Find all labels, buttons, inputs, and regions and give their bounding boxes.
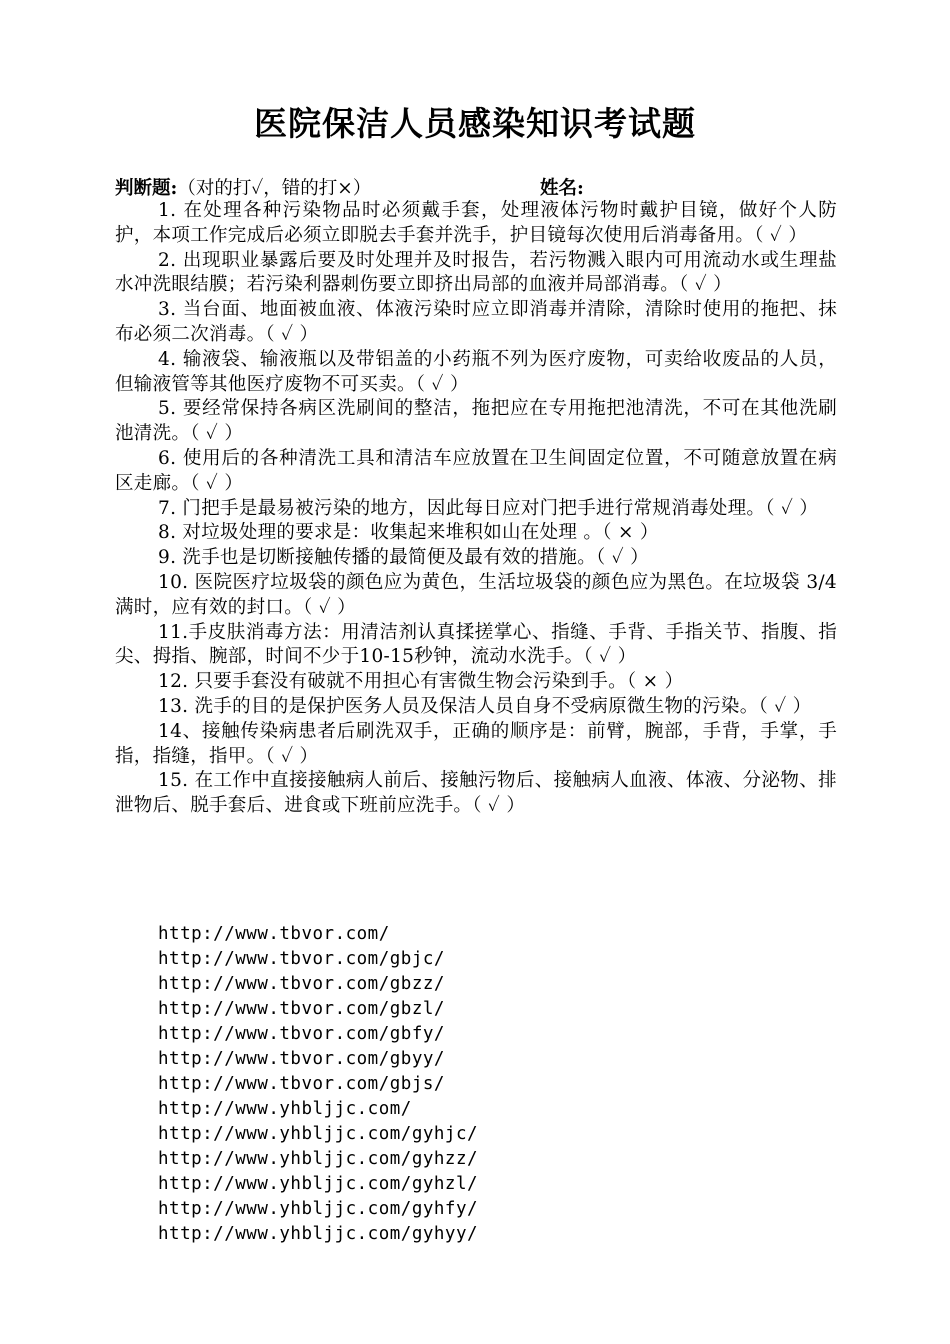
url-link[interactable]: http://www.tbvor.com/gbjc/: [158, 949, 445, 969]
url-link[interactable]: http://www.tbvor.com/gbjs/: [158, 1074, 445, 1094]
url-link[interactable]: http://www.yhbljjc.com/gyhyy/: [158, 1224, 479, 1244]
question-item: 1. 在处理各种污染物品时必须戴手套，处理液体污物时戴护目镜，做好个人防护，本项工作完成后必须立即脱去手套并洗手，护目镜每次使用后消毒备用。（ ✓ ）: [115, 200, 837, 246]
question-item: 3. 当台面、地面被血液、体液污染时应立即消毒并清除，清除时使用的拖把、抹布必须二次消毒。（ ✓ ）: [115, 299, 837, 345]
question-item: 5. 要经常保持各病区洗刷间的整洁，拖把应在专用拖把池清洗，不可在其他洗刷池清洗。（ ✓ ）: [115, 398, 837, 445]
url-link[interactable]: http://www.yhbljjc.com/gyhzz/: [158, 1149, 479, 1169]
url-link[interactable]: http://www.tbvor.com/gbzz/: [158, 974, 445, 994]
question-item: 14、接触传染病患者后刷洗双手，正确的顺序是：前臂，腕部，手背，手掌，手指，指缝，指甲。（ ✓ ）: [115, 720, 837, 767]
question-item: 9. 洗手也是切断接触传播的最简便及最有效的措施。（ ✓ ）: [158, 547, 649, 569]
question-item: 7. 门把手是最易被污染的地方，因此每日应对门把手进行常规消毒处理。（ ✓ ）: [158, 497, 819, 519]
question-item: 2. 出现职业暴露后要及时处理并及时报告，若污物溅入眼内可用流动水或生理盐水冲洗眼结膜；若污染利器刺伤要立即挤出局部的血液并局部消毒。（ ✓ ）: [115, 249, 837, 296]
url-link[interactable]: http://www.tbvor.com/gbyy/: [158, 1049, 445, 1069]
url-link[interactable]: http://www.tbvor.com/gbzl/: [158, 999, 445, 1019]
name-label: 姓名:: [540, 178, 584, 199]
question-item: 15. 在工作中直接接触病人前后、接触污物后、接触病人血液、体液、分泌物、排泄物后、脱手套后、进食或下班前应洗手。（ ✓ ）: [115, 770, 837, 817]
url-link[interactable]: http://www.yhbljjc.com/: [158, 1099, 412, 1119]
url-link[interactable]: http://www.tbvor.com/: [158, 924, 390, 944]
question-item: 8. 对垃圾处理的要求是：收集起来堆积如山在处理 。（ × ）: [158, 522, 659, 544]
page-title: 医院保洁人员感染知识考试题: [254, 104, 696, 143]
link-list: [158, 922, 478, 1247]
question-item: 10. 医院医疗垃圾袋的颜色应为黄色，生活垃圾袋的颜色应为黑色。在垃圾袋 3/4 满时，应有效的封口。（ ✓ ）: [115, 571, 837, 618]
section-header: [115, 174, 371, 200]
url-link[interactable]: http://www.tbvor.com/gbfy/: [158, 1024, 445, 1044]
url-link[interactable]: http://www.yhbljjc.com/gyhjc/: [158, 1124, 479, 1144]
instruction-text: （对的打✓，错的打×）: [177, 178, 372, 199]
question-item: 12. 只要手套没有破就不用担心有害微生物会污染到手。（ × ）: [158, 671, 684, 693]
question-item: 6. 使用后的各种清洗工具和清洁车应放置在卫生间固定位置，不可随意放置在病区走廊。（ ✓ ）: [115, 447, 837, 494]
question-list: [115, 199, 837, 819]
question-item: 4. 输液袋、输液瓶以及带铝盖的小药瓶不列为医疗废物，可卖给收废品的人员，但输液管等其他医疗废物不可买卖。（ ✓ ）: [115, 348, 837, 395]
question-item: 11.手皮肤消毒方法：用清洁剂认真揉搓掌心、指缝、手背、手指关节、指腹、指尖、拇指、腕部，时间不少于10-15秒钟，流动水洗手。（ ✓ ）: [115, 621, 837, 668]
url-link[interactable]: http://www.yhbljjc.com/gyhfy/: [158, 1199, 479, 1219]
url-link[interactable]: http://www.yhbljjc.com/gyhzl/: [158, 1174, 479, 1194]
question-item: 13. 洗手的目的是保护医务人员及保洁人员自身不受病原微生物的污染。（ ✓ ）: [158, 695, 812, 717]
section-label: 判断题:: [115, 178, 178, 199]
